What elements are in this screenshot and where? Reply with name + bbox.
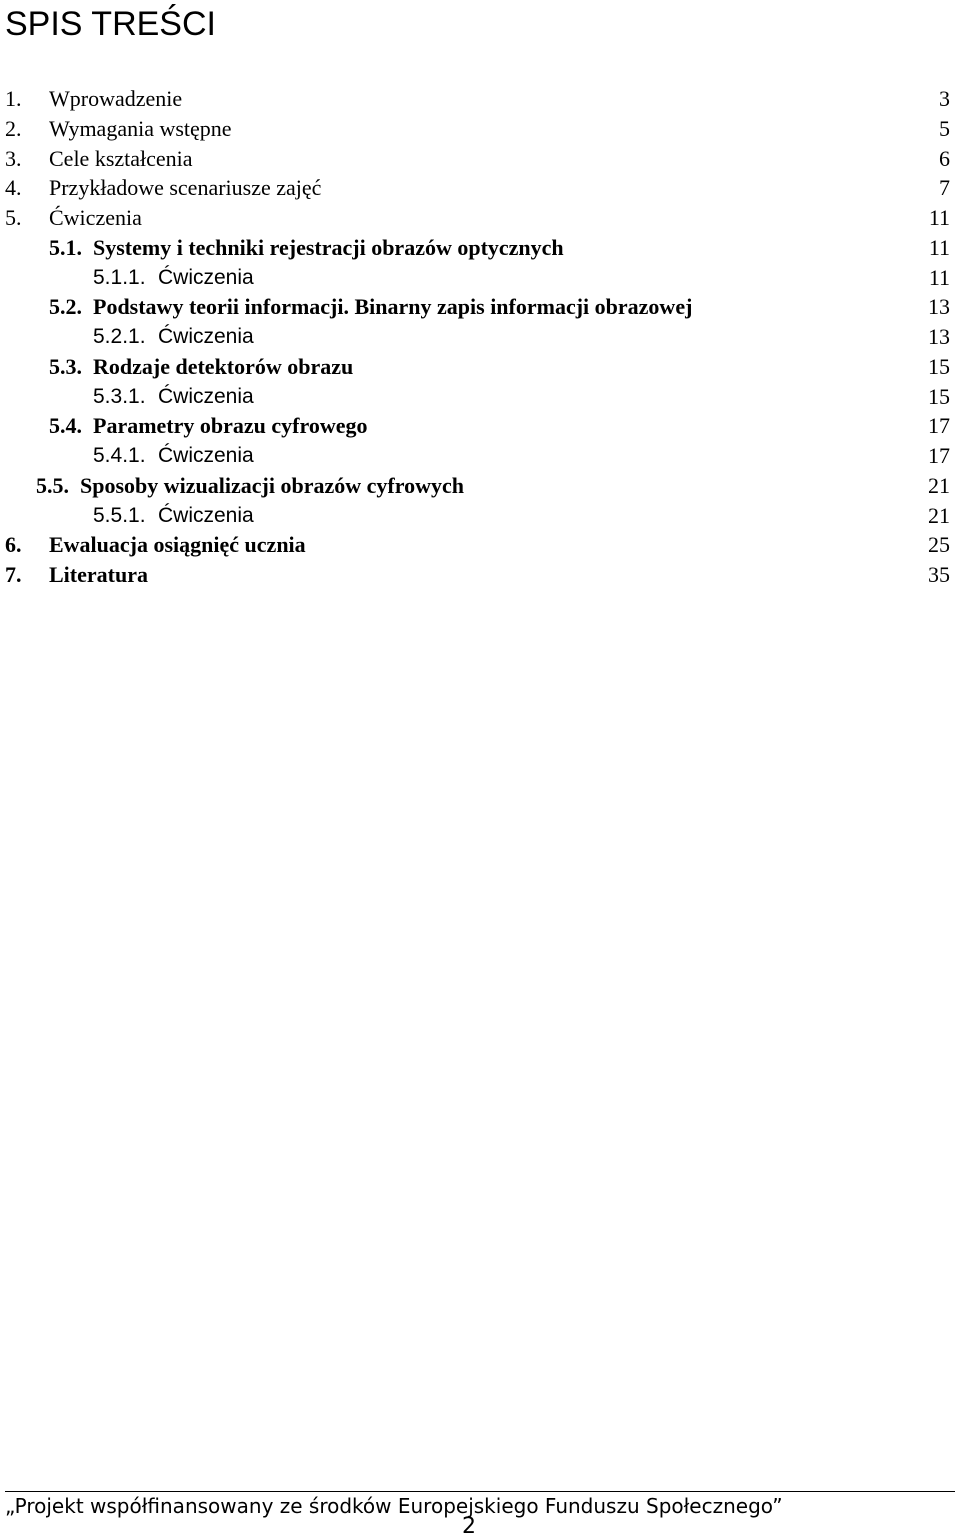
toc-entry[interactable] — [0, 292, 960, 322]
toc-entry-title: Ćwiczenia — [158, 503, 254, 527]
toc-entry-page: 13 — [928, 324, 950, 349]
toc-entry-title: Przykładowe scenariusze zajęć — [49, 175, 322, 201]
toc-entry-number: 7. — [5, 562, 22, 587]
toc-entry-page: 17 — [928, 443, 950, 468]
toc-entry-number: 5.4.1. — [93, 444, 146, 467]
toc-entry[interactable] — [0, 144, 960, 174]
toc-entry[interactable] — [0, 441, 960, 471]
toc-entry-title: Parametry obrazu cyfrowego — [93, 413, 368, 439]
toc-entry-page: 35 — [928, 562, 950, 587]
toc-entry-title: Ćwiczenia — [158, 265, 254, 289]
toc-entry-number: 3. — [5, 145, 22, 171]
page-number: 2 — [462, 1514, 476, 1539]
toc-entry-number: 5.5.1. — [93, 503, 146, 527]
toc-entry-page: 13 — [928, 294, 950, 320]
toc-entry-page: 25 — [928, 532, 950, 558]
toc-entry-page: 5 — [939, 115, 950, 141]
toc-entry-page: 6 — [939, 145, 950, 171]
toc-entry-title: Literatura — [49, 562, 148, 587]
toc-entry-title: Ćwiczenia — [158, 384, 254, 408]
toc-entry[interactable] — [0, 263, 960, 293]
toc-entry-title: Wymagania wstępne — [49, 115, 232, 141]
toc-entry-page: 3 — [939, 86, 950, 111]
toc-entry-number: 1. — [5, 86, 22, 111]
toc-entry-title: Wprowadzenie — [49, 86, 183, 111]
toc-entry[interactable] — [0, 352, 960, 382]
toc-entry[interactable] — [0, 501, 960, 531]
toc-entry[interactable] — [0, 173, 960, 203]
toc-entry[interactable] — [0, 471, 960, 501]
toc-entry-page: 17 — [928, 413, 950, 439]
toc-entry[interactable] — [0, 84, 960, 114]
page-title: SPIS TREŚCI — [5, 5, 216, 43]
toc-entry-number: 5.2.1. — [93, 325, 146, 348]
footer-divider — [5, 1491, 955, 1492]
toc-entry-page: 11 — [928, 205, 950, 230]
footer-text: „Projekt współfinansowany ze środków Europejskiego Funduszu Społecznego” — [5, 1494, 783, 1518]
toc-entry-number: 5.3. — [49, 353, 82, 379]
toc-entry-page: 7 — [939, 175, 950, 201]
toc-entry[interactable] — [0, 530, 960, 560]
toc-entry-title: Cele kształcenia — [49, 145, 193, 171]
toc-entry-number: 5.1.1. — [93, 265, 146, 289]
toc-entry-number: 5.3.1. — [93, 384, 146, 408]
toc-entry-page: 11 — [928, 234, 950, 260]
toc-entry-title: Ćwiczenia — [158, 444, 254, 467]
toc-entry-number: 6. — [5, 532, 22, 558]
toc-entry-title: Ewaluacja osiągnięć ucznia — [49, 532, 306, 558]
toc-entry-number: 5.4. — [49, 413, 82, 439]
toc-entry-page: 21 — [928, 502, 950, 528]
toc-entry-title: Ćwiczenia — [158, 325, 254, 348]
toc-entry-title: Sposoby wizualizacji obrazów cyfrowych — [80, 472, 464, 498]
toc-entry[interactable] — [0, 411, 960, 441]
toc-entry-number: 4. — [5, 175, 22, 201]
toc-entry[interactable] — [0, 382, 960, 412]
toc-entry-number: 5.5. — [36, 472, 69, 498]
toc-entry-page: 15 — [928, 353, 950, 379]
toc-entry-number: 5. — [5, 205, 22, 230]
toc-entry-title: Rodzaje detektorów obrazu — [93, 353, 354, 379]
toc-entry-page: 11 — [928, 264, 950, 290]
toc-entry[interactable] — [0, 114, 960, 144]
toc-entry-page: 21 — [928, 472, 950, 498]
toc-entry-number: 5.2. — [49, 294, 82, 320]
toc-entry[interactable] — [0, 233, 960, 263]
toc-entry-title: Systemy i techniki rejestracji obrazów optycznych — [93, 234, 564, 260]
toc-entry[interactable] — [0, 322, 960, 352]
toc-entry-number: 2. — [5, 115, 22, 141]
toc-entry[interactable] — [0, 560, 960, 590]
toc-entry-title: Podstawy teorii informacji. Binarny zapis informacji obrazowej — [93, 294, 693, 320]
toc-entry[interactable] — [0, 203, 960, 233]
toc-entry-page: 15 — [928, 383, 950, 409]
toc-entry-title: Ćwiczenia — [49, 205, 142, 230]
table-of-contents — [0, 84, 960, 590]
toc-entry-number: 5.1. — [49, 234, 82, 260]
